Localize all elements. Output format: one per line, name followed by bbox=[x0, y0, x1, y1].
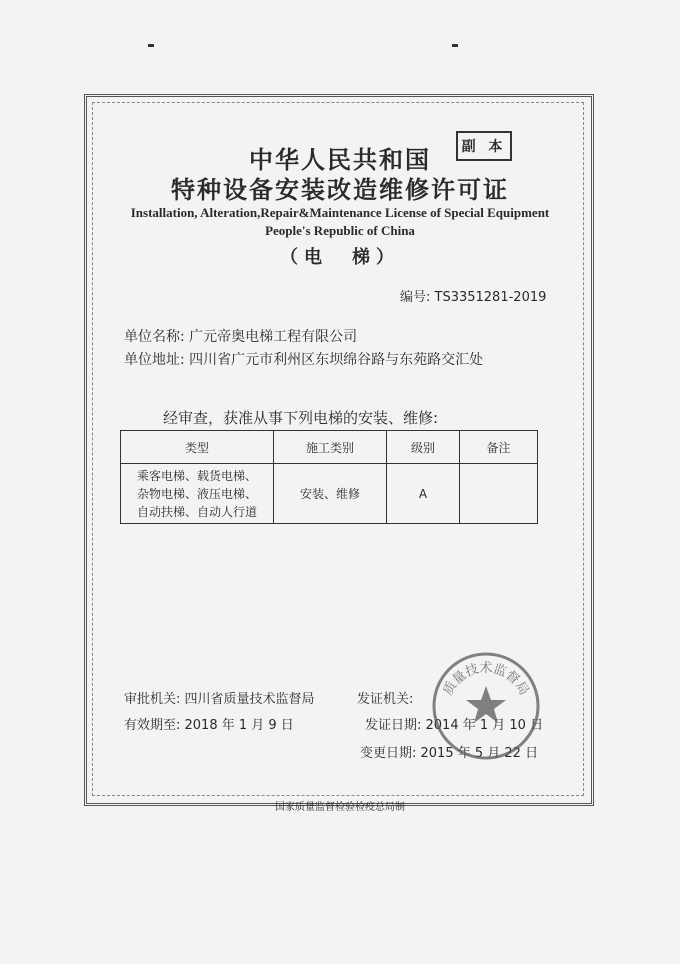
scan-mark bbox=[452, 44, 458, 47]
unit-name: 单位名称: 广元帝奥电梯工程有限公司 bbox=[124, 329, 358, 345]
scope-table bbox=[120, 430, 538, 524]
validity-date: 有效期至: 2018 年 1 月 9 日 bbox=[124, 718, 294, 733]
issuing-bureau: 国家质量监督检验检疫总局制 bbox=[275, 802, 405, 813]
header-type: 类型 bbox=[121, 431, 274, 464]
scan-mark bbox=[148, 44, 154, 47]
copy-badge: 副 本 bbox=[456, 131, 512, 161]
subtitle: （电 梯） bbox=[280, 247, 400, 268]
unit-address: 单位地址: 四川省广元市利州区东坝绵谷路与东苑路交汇处 bbox=[124, 352, 484, 368]
approval-authority: 审批机关: 四川省质量技术监督局 bbox=[124, 692, 315, 707]
type-line: 自动扶梯、自动人行道 bbox=[136, 504, 257, 519]
title-en-line2: People's Republic of China bbox=[265, 223, 415, 238]
title-en-line1: Installation, Alteration,Repair&Maintenance License of Special Equipment bbox=[130, 205, 550, 220]
header-category: 施工类别 bbox=[274, 431, 387, 464]
header-remark: 备注 bbox=[460, 431, 538, 464]
title-cn-line1: 中华人民共和国 bbox=[249, 146, 431, 174]
type-line: 乘客电梯、载货电梯、 bbox=[136, 468, 257, 483]
table-header-row bbox=[121, 431, 538, 464]
title-cn-line2: 特种设备安装改造维修许可证 bbox=[171, 176, 509, 204]
svg-text:质量技术监督局: 质量技术监督局 bbox=[440, 661, 532, 699]
cell-category: 安装、维修 bbox=[274, 464, 387, 524]
cell-remark bbox=[460, 464, 538, 524]
table-row bbox=[121, 464, 538, 524]
change-date: 变更日期: 2015 年 5 月 22 日 bbox=[360, 746, 539, 761]
intro-text: 经审查，获准从事下列电梯的安装、维修: bbox=[163, 409, 439, 427]
cell-type bbox=[121, 464, 274, 524]
type-line: 杂物电梯、液压电梯、 bbox=[136, 486, 257, 501]
license-number: 编号: TS3351281-2019 bbox=[400, 290, 547, 305]
issuing-authority: 发证机关: bbox=[357, 692, 414, 707]
official-seal-icon bbox=[430, 650, 542, 762]
cell-level: A bbox=[387, 464, 460, 524]
header-level: 级别 bbox=[387, 431, 460, 464]
issue-date: 发证日期: 2014 年 1 月 10 日 bbox=[365, 718, 544, 733]
